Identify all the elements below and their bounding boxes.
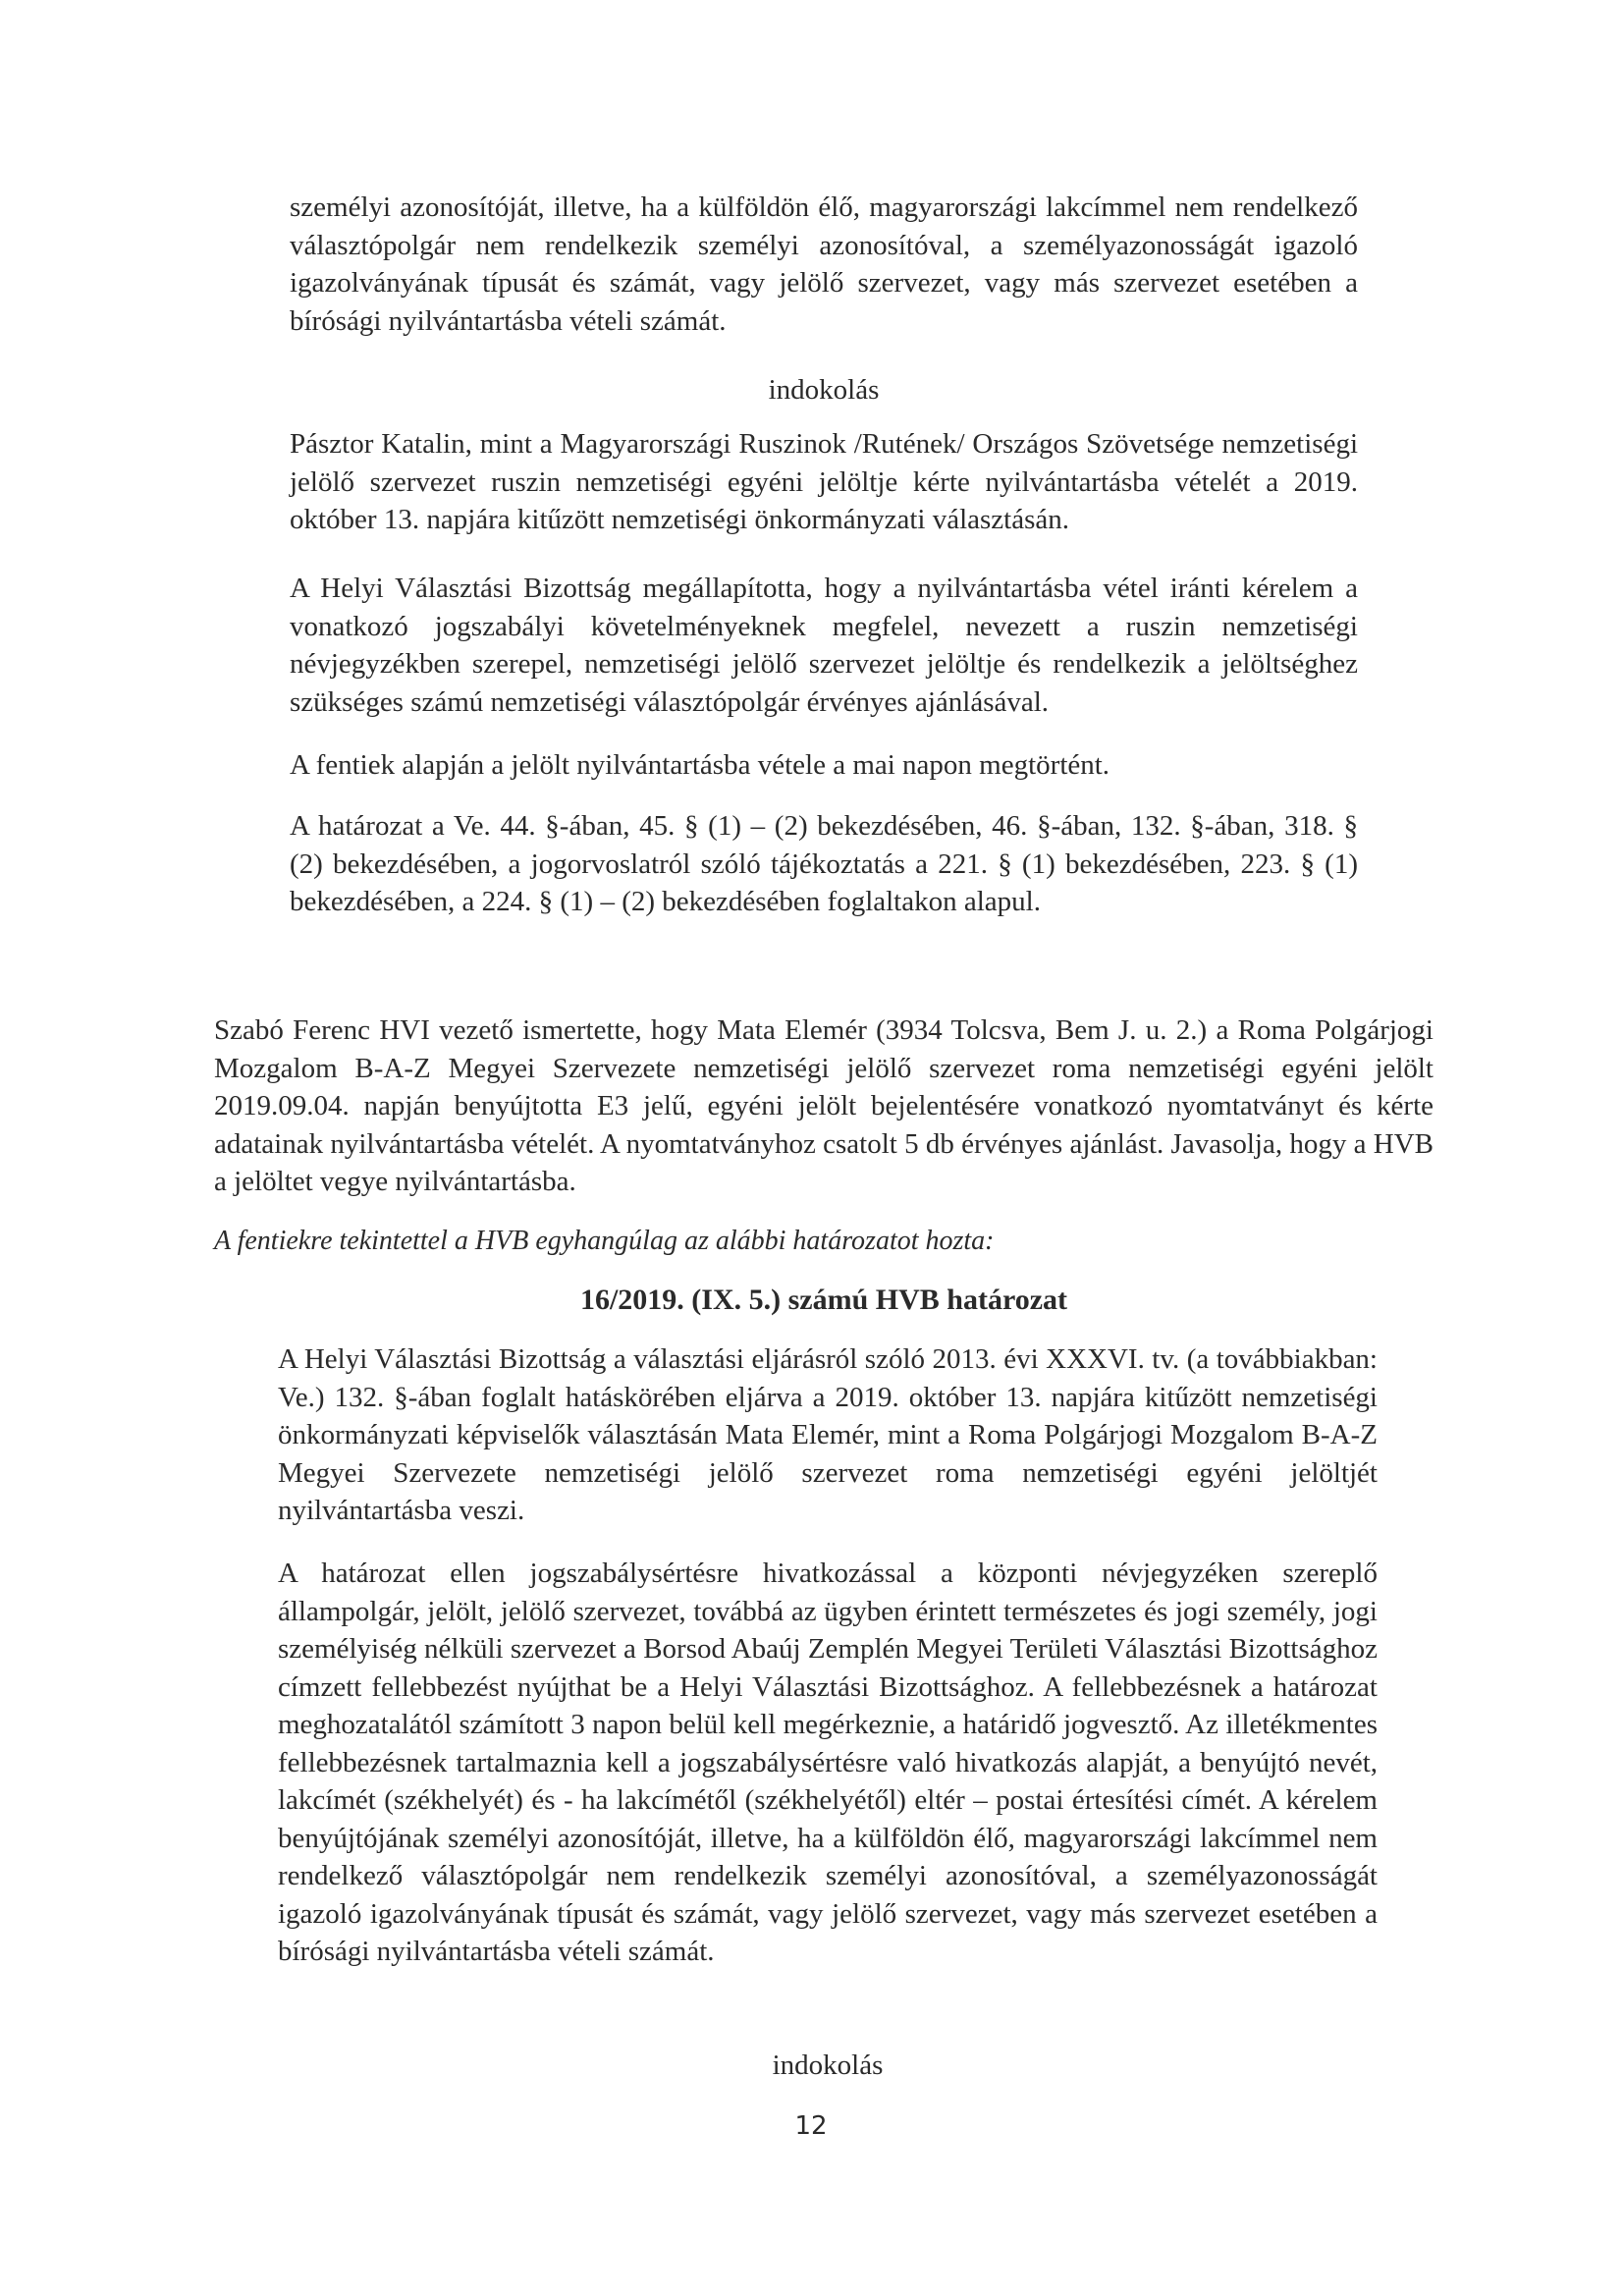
decision-title: 16/2019. (IX. 5.) számú HVB határozat xyxy=(579,1284,1068,1316)
paragraph-decision: A Helyi Választási Bizottság a választási eljárásról szóló 2013. évi XXXVI. tv. (a továbbiakban: Ve.) 132. §-ában foglalt hatáskörében eljárva a 2019. október 13. napjára kitűzött nemzetiségi önkormányzati képviselők választásán Mata Elemér, mint a Roma Polgárjogi Mozgalom B-A-Z Megyei Szervezete nemzetiségi jelölő szervezet roma nemzetiségi egyéni jelöltjét nyilvántartásba veszi. xyxy=(278,1343,1378,1526)
decision-intro: A fentiekre tekintettel a HVB egyhangúlag az alábbi határozatot hozta: xyxy=(214,1226,995,1256)
paragraph-legal-basis: A határozat a Ve. 44. §-ában, 45. § (1) – (2) bekezdésében, 46. §-ában, 132. §-ában, 318. § (2) bekezdésében, a jogorvoslatról szóló tájékoztatás a 221. § (1) bekezdésében, 223. § (1) bekezdésében, a 224. § (1) – (2) bekezdésében foglaltakon alapul. xyxy=(290,810,1358,917)
page-number: 12 xyxy=(794,2111,828,2141)
paragraph-registration-result: A fentiek alapján a jelölt nyilvántartásba vétele a mai napon megtörtént. xyxy=(290,749,1110,781)
reasoning-heading-2: indokolás xyxy=(772,2050,884,2081)
paragraph-registration-request: Pásztor Katalin, mint a Magyarországi Ruszinok /Rutének/ Országos Szövetsége nemzetiségi jelölő szervezet ruszin nemzetiségi egyéni jelöltje kérte nyilvántartásba vételét a 2019. október 13. napjára kitűzött nemzetiségi önkormányzati választásán. xyxy=(290,428,1358,535)
paragraph-committee-finding: A Helyi Választási Bizottság megállapította, hogy a nyilvántartásba vétel iránti kérelem a vonatkozó jogszabályi követelményeknek megfelel, nevezett a ruszin nemzetiségi névjegyzékben szerepel, nemzetiségi jelölő szervezet jelöltje és rendelkezik a jelöltséghez szükséges számú nemzetiségi választópolgár érvényes ajánlásával. xyxy=(290,573,1358,718)
paragraph-id-requirements: személyi azonosítóját, illetve, ha a külföldön élő, magyarországi lakcímmel nem rendelkező választópolgár nem rendelkezik személyi azonosítóval, a személyazonosságát igazoló igazolványának típusát és számát, vagy jelölő szervezet, vagy más szervezet esetében a bírósági nyilvántartásba vételi számát. xyxy=(290,191,1358,337)
paragraph-hvi-report: Szabó Ferenc HVI vezető ismertette, hogy Mata Elemér (3934 Tolcsva, Bem J. u. 2.) a Roma Polgárjogi Mozgalom B-A-Z Megyei Szervezete nemzetiségi jelölő szervezet roma nemzetiségi egyéni jelölt 2019.09.04. napján benyújtotta E3 jelű, egyéni jelölt bejelentésére vonatkozó nyomtatványt és kérte adatainak nyilvántartásba vételét. A nyomtatványhoz csatolt 5 db érvényes ajánlást. Javasolja, hogy a HVB a jelöltet vegye nyilvántartásba. xyxy=(214,1014,1434,1197)
paragraph-appeal-info: A határozat ellen jogszabálysértésre hivatkozással a központi névjegyzéken szereplő állampolgár, jelölt, jelölő szervezet, továbbá az ügyben érintett természetes és jogi személy, jogi személyiség nélküli szervezet a Borsod Abaúj Zemplén Megyei Területi Választási Bizottsághoz címzett fellebbezést nyújthat be a Helyi Választási Bizottsághoz. A fellebbezésnek a határozat meghozatalától számított 3 napon belül kell megérkeznie, a határidő jogvesztő. Az illetékmentes fellebbezésnek tartalmaznia kell a jogszabálysértésre való hivatkozás alapját, a benyújtó nevét, lakcímét (székhelyét) és - ha lakcímétől (székhelyétől) eltér – postai értesítési címét. A kérelem benyújtójának személyi azonosítóját, illetve, ha a külföldön élő, magyarországi lakcímmel nem rendelkező választópolgár nem rendelkezik személyi azonosítóval, a személyazonosságát igazoló igazolványának típusát és számát, vagy jelölő szervezet, vagy más szervezet esetében a bírósági nyilvántartásba vételi számát. xyxy=(278,1558,1378,1967)
reasoning-heading: indokolás xyxy=(768,374,880,406)
